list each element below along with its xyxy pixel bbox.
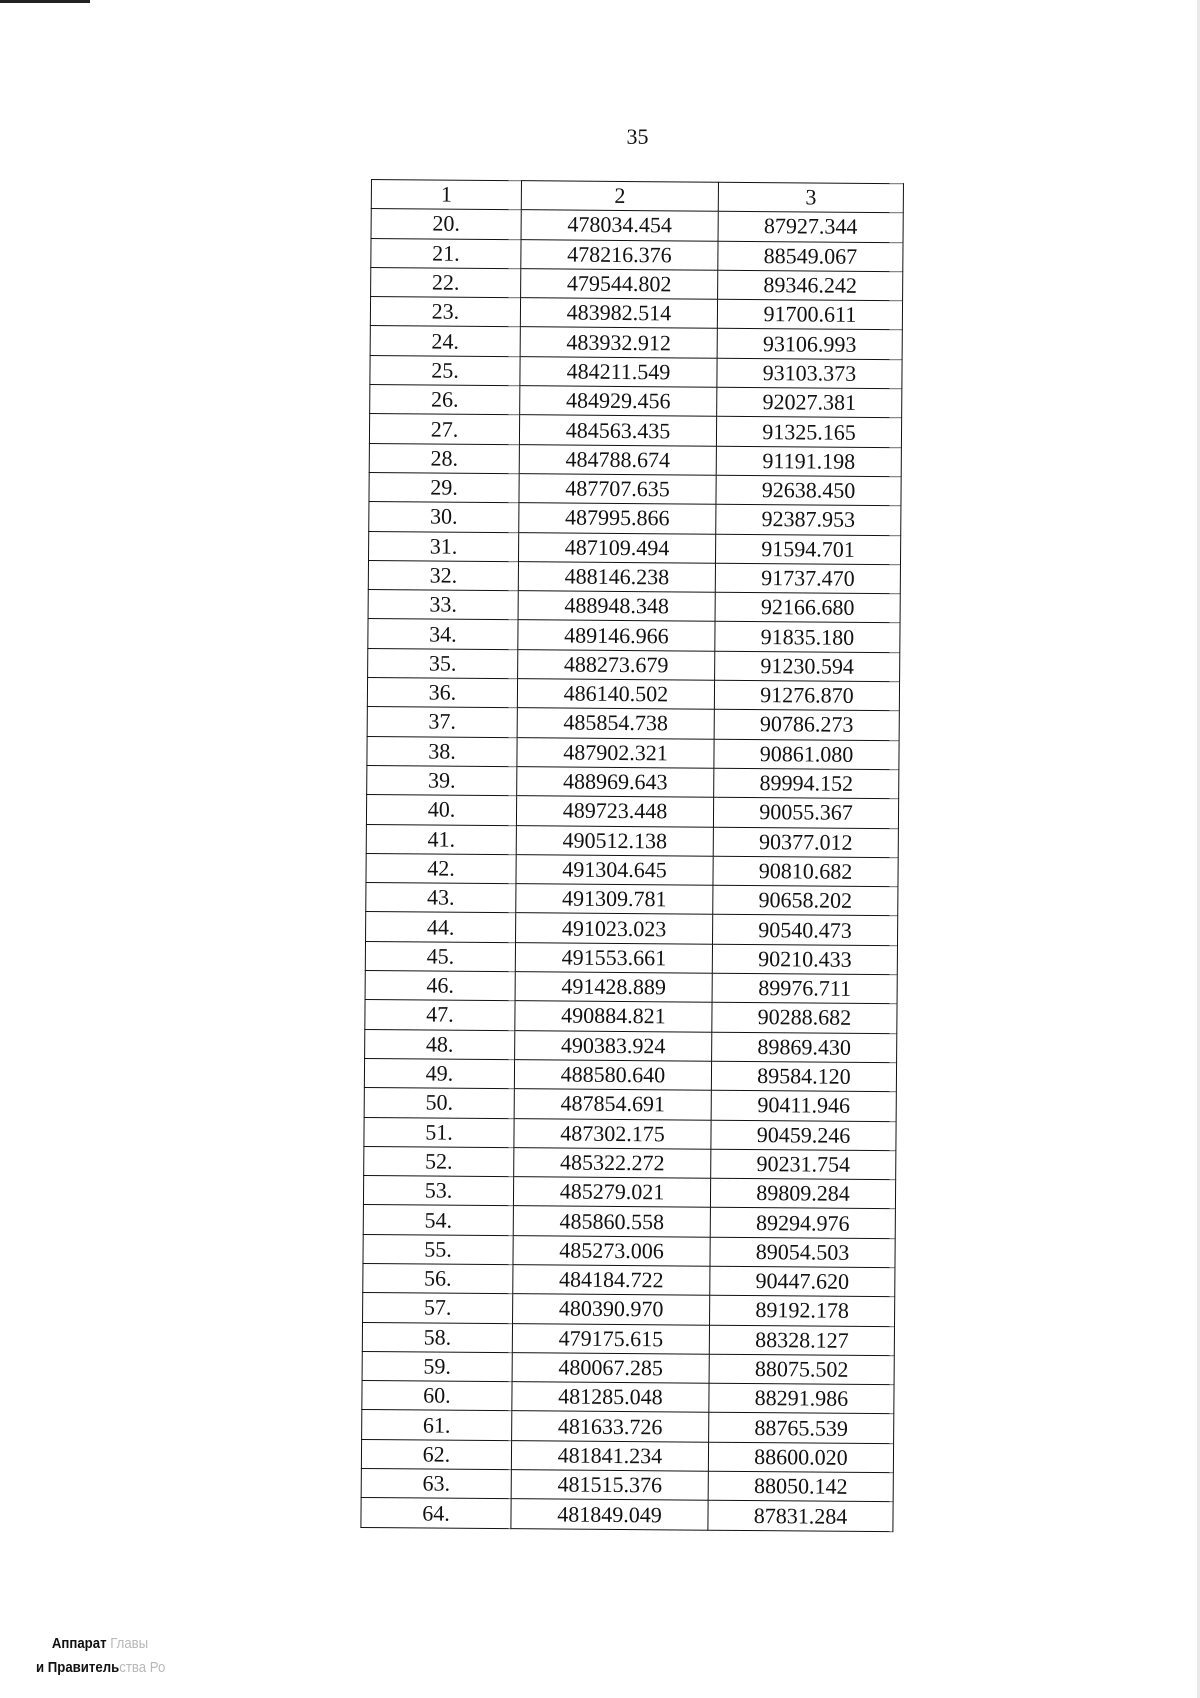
coordinate-y-cell: 90810.682 <box>713 856 898 887</box>
coordinate-y-cell: 89294.976 <box>710 1208 895 1239</box>
scan-edge-mark <box>0 0 90 3</box>
point-number-cell: 29. <box>369 472 519 502</box>
coordinate-y-cell: 91325.165 <box>716 417 901 448</box>
table-row <box>361 1469 893 1502</box>
coordinate-x-cell: 491553.661 <box>515 942 712 973</box>
coordinate-x-cell: 490512.138 <box>516 825 713 856</box>
table-row <box>362 1381 894 1414</box>
point-number-cell: 41. <box>366 824 516 854</box>
coordinate-y-cell: 89192.178 <box>710 1295 895 1326</box>
point-number-cell: 24. <box>370 326 520 356</box>
point-number-cell: 37. <box>367 707 517 737</box>
table-row <box>369 443 901 476</box>
coordinate-y-cell: 92027.381 <box>717 387 902 418</box>
footer-stamp <box>36 1632 165 1680</box>
coordinate-x-cell: 481849.049 <box>511 1499 708 1530</box>
coordinate-x-cell: 484929.456 <box>520 386 717 417</box>
point-number-cell: 38. <box>367 736 517 766</box>
point-number-cell: 51. <box>364 1117 514 1147</box>
point-number-cell: 20. <box>371 209 521 239</box>
coordinate-y-cell: 90861.080 <box>714 739 899 770</box>
coordinate-x-cell: 484184.722 <box>513 1265 710 1296</box>
table-row <box>367 678 899 711</box>
table-row <box>364 1146 896 1179</box>
point-number-cell: 57. <box>363 1293 513 1323</box>
table-row <box>366 912 898 945</box>
point-number-cell: 54. <box>363 1205 513 1235</box>
coordinate-y-cell: 88075.502 <box>709 1354 894 1385</box>
coordinate-y-cell: 88549.067 <box>718 241 903 272</box>
table-row <box>363 1234 895 1267</box>
table-row <box>368 648 900 681</box>
table-row <box>364 1088 896 1121</box>
table-row <box>370 355 902 388</box>
table-row <box>364 1058 896 1091</box>
coordinate-x-cell: 485854.738 <box>517 708 714 739</box>
coordinate-x-cell: 487995.866 <box>519 503 716 534</box>
table-row <box>367 736 899 769</box>
point-number-cell: 40. <box>366 795 516 825</box>
coordinate-x-cell: 481285.048 <box>512 1382 709 1413</box>
point-number-cell: 39. <box>367 765 517 795</box>
page-number: 35 <box>626 124 649 149</box>
coordinate-x-cell: 483982.514 <box>520 298 717 329</box>
coordinate-y-cell: 88050.142 <box>708 1471 893 1502</box>
coordinate-x-cell: 490884.821 <box>515 1001 712 1032</box>
coordinate-y-cell: 91737.470 <box>715 563 900 594</box>
coordinate-x-cell: 488948.348 <box>518 591 715 622</box>
coordinate-y-cell: 91191.198 <box>716 446 901 477</box>
coordinate-x-cell: 481515.376 <box>511 1470 708 1501</box>
table-row <box>367 765 899 798</box>
point-number-cell: 35. <box>368 648 518 678</box>
coordinate-y-cell: 90210.433 <box>712 944 897 975</box>
coordinate-x-cell: 487707.635 <box>519 474 716 505</box>
point-number-cell: 62. <box>361 1439 511 1469</box>
table-row <box>366 795 898 828</box>
coordinate-x-cell: 480067.285 <box>512 1353 709 1384</box>
coordinate-y-cell: 90459.246 <box>711 1120 896 1151</box>
coordinate-y-cell: 90540.473 <box>713 915 898 946</box>
coordinate-y-cell: 91594.701 <box>715 534 900 565</box>
point-number-cell: 53. <box>363 1176 513 1206</box>
coordinate-x-cell: 489723.448 <box>516 796 713 827</box>
table-row <box>365 941 897 974</box>
table-row <box>365 1029 897 1062</box>
table-row <box>363 1293 895 1326</box>
table-row <box>364 1117 896 1150</box>
coordinate-x-cell: 488580.640 <box>514 1060 711 1091</box>
point-number-cell: 32. <box>368 560 518 590</box>
coordinate-y-cell: 89584.120 <box>711 1061 896 1092</box>
table-row <box>363 1263 895 1296</box>
table-header-row <box>371 180 903 213</box>
point-number-cell: 56. <box>363 1263 513 1293</box>
coordinate-y-cell: 88765.539 <box>709 1413 894 1444</box>
point-number-cell: 58. <box>362 1322 512 1352</box>
point-number-cell: 60. <box>362 1381 512 1411</box>
table-row <box>366 853 898 886</box>
table-row <box>367 707 899 740</box>
coordinate-x-cell: 481633.726 <box>512 1411 709 1442</box>
coordinate-x-cell: 491428.889 <box>515 972 712 1003</box>
coordinate-x-cell: 490383.924 <box>515 1030 712 1061</box>
point-number-cell: 52. <box>364 1146 514 1176</box>
coordinate-x-cell: 488273.679 <box>518 649 715 680</box>
table-row <box>370 326 902 359</box>
column-header-1: 1 <box>371 180 521 210</box>
point-number-cell: 34. <box>368 619 518 649</box>
point-number-cell: 47. <box>365 1000 515 1030</box>
coordinate-y-cell: 92387.953 <box>716 504 901 535</box>
table-row <box>362 1351 894 1384</box>
point-number-cell: 50. <box>364 1088 514 1118</box>
coordinate-x-cell: 478034.454 <box>521 210 718 241</box>
coordinate-x-cell: 483932.912 <box>520 327 717 358</box>
coordinate-y-cell: 93103.373 <box>717 358 902 389</box>
coordinates-table <box>360 179 904 1532</box>
footer-stamp-line-1-bold: Аппарат <box>51 1635 107 1652</box>
table-row <box>363 1205 895 1238</box>
coordinate-x-cell: 486140.502 <box>517 679 714 710</box>
coordinate-x-cell: 485322.272 <box>514 1147 711 1178</box>
point-number-cell: 48. <box>365 1029 515 1059</box>
footer-stamp-line-1 <box>36 1632 165 1656</box>
coordinate-x-cell: 487302.175 <box>514 1118 711 1149</box>
coordinate-y-cell: 89869.430 <box>712 1032 897 1063</box>
table-row <box>366 824 898 857</box>
footer-stamp-line-1-faded: Главы <box>106 1635 149 1652</box>
coordinate-y-cell: 87927.344 <box>718 212 903 243</box>
coordinate-y-cell: 90658.202 <box>713 885 898 916</box>
coordinate-x-cell: 491304.645 <box>516 854 713 885</box>
coordinate-y-cell: 91276.870 <box>714 680 899 711</box>
coordinate-y-cell: 92166.680 <box>715 592 900 623</box>
coordinate-y-cell: 91835.180 <box>715 622 900 653</box>
point-number-cell: 42. <box>366 853 516 883</box>
footer-stamp-line-2-bold: и Правитель <box>36 1659 120 1676</box>
coordinate-y-cell: 91700.611 <box>717 299 902 330</box>
table-row <box>371 238 903 271</box>
column-header-3: 3 <box>718 182 903 213</box>
coordinate-y-cell: 90447.620 <box>710 1266 895 1297</box>
coordinate-x-cell: 487109.494 <box>519 532 716 563</box>
table-row <box>369 472 901 505</box>
coordinate-y-cell: 90231.754 <box>711 1149 896 1180</box>
table-row <box>370 385 902 418</box>
footer-stamp-line-2 <box>36 1656 165 1680</box>
coordinate-y-cell: 89346.242 <box>718 270 903 301</box>
coordinate-x-cell: 485273.006 <box>513 1235 710 1266</box>
table-row <box>369 531 901 564</box>
point-number-cell: 36. <box>367 678 517 708</box>
table-row <box>361 1439 893 1472</box>
coordinate-x-cell: 488969.643 <box>517 767 714 798</box>
point-number-cell: 21. <box>371 238 521 268</box>
coordinate-y-cell: 89994.152 <box>714 768 899 799</box>
coordinate-x-cell: 488146.238 <box>518 562 715 593</box>
coordinate-y-cell: 90786.273 <box>714 710 899 741</box>
point-number-cell: 46. <box>365 970 515 1000</box>
coordinate-y-cell: 88291.986 <box>709 1383 894 1414</box>
coordinate-x-cell: 491309.781 <box>516 884 713 915</box>
point-number-cell: 25. <box>370 355 520 385</box>
table-row <box>368 619 900 652</box>
table-row <box>368 560 900 593</box>
point-number-cell: 49. <box>364 1058 514 1088</box>
coordinate-x-cell: 478216.376 <box>521 239 718 270</box>
point-number-cell: 43. <box>366 883 516 913</box>
coordinate-y-cell: 89809.284 <box>710 1178 895 1209</box>
coordinate-y-cell: 89976.711 <box>712 973 897 1004</box>
table-row <box>365 1000 897 1033</box>
coordinate-y-cell: 92638.450 <box>716 475 901 506</box>
coordinate-x-cell: 487902.321 <box>517 737 714 768</box>
point-number-cell: 28. <box>369 443 519 473</box>
table-row <box>370 297 902 330</box>
point-number-cell: 44. <box>366 912 516 942</box>
table-row <box>365 970 897 1003</box>
point-number-cell: 23. <box>370 297 520 327</box>
point-number-cell: 64. <box>361 1498 511 1528</box>
point-number-cell: 61. <box>362 1410 512 1440</box>
coordinate-y-cell: 93106.993 <box>717 329 902 360</box>
coordinate-y-cell: 90411.946 <box>711 1090 896 1121</box>
coordinate-y-cell: 87831.284 <box>708 1501 893 1532</box>
coordinate-x-cell: 479175.615 <box>512 1323 709 1354</box>
coordinate-x-cell: 489146.966 <box>518 620 715 651</box>
coordinates-table-container <box>360 179 904 1532</box>
coordinate-y-cell: 91230.594 <box>715 651 900 682</box>
table-row <box>369 502 901 535</box>
point-number-cell: 45. <box>365 941 515 971</box>
table-row <box>369 414 901 447</box>
coordinate-x-cell: 484788.674 <box>519 444 716 475</box>
point-number-cell: 27. <box>369 414 519 444</box>
point-number-cell: 26. <box>370 385 520 415</box>
point-number-cell: 33. <box>368 590 518 620</box>
coordinate-x-cell: 491023.023 <box>516 913 713 944</box>
coordinate-y-cell: 90288.682 <box>712 1003 897 1034</box>
point-number-cell: 63. <box>361 1469 511 1499</box>
coordinate-x-cell: 480390.970 <box>513 1294 710 1325</box>
coordinate-y-cell: 88328.127 <box>709 1325 894 1356</box>
point-number-cell: 31. <box>369 531 519 561</box>
table-row <box>368 590 900 623</box>
table-row <box>361 1498 893 1531</box>
table-row <box>362 1322 894 1355</box>
coordinate-y-cell: 90055.367 <box>713 797 898 828</box>
coordinate-y-cell: 88600.020 <box>708 1442 893 1473</box>
table-body <box>361 209 903 1531</box>
table-row <box>366 883 898 916</box>
coordinate-x-cell: 487854.691 <box>514 1089 711 1120</box>
table-row <box>371 209 903 242</box>
table-row <box>363 1176 895 1209</box>
coordinate-x-cell: 484211.549 <box>520 356 717 387</box>
point-number-cell: 30. <box>369 502 519 532</box>
coordinate-y-cell: 90377.012 <box>713 827 898 858</box>
coordinate-x-cell: 485860.558 <box>513 1206 710 1237</box>
coordinate-x-cell: 479544.802 <box>521 269 718 300</box>
point-number-cell: 59. <box>362 1351 512 1381</box>
table-row <box>371 267 903 300</box>
table-row <box>362 1410 894 1443</box>
point-number-cell: 55. <box>363 1234 513 1264</box>
coordinate-y-cell: 89054.503 <box>710 1237 895 1268</box>
column-header-2: 2 <box>521 181 718 212</box>
footer-stamp-line-2-faded: ства Ро <box>119 1659 166 1676</box>
coordinate-x-cell: 481841.234 <box>511 1440 708 1471</box>
coordinate-x-cell: 485279.021 <box>513 1177 710 1208</box>
point-number-cell: 22. <box>371 267 521 297</box>
coordinate-x-cell: 484563.435 <box>519 415 716 446</box>
